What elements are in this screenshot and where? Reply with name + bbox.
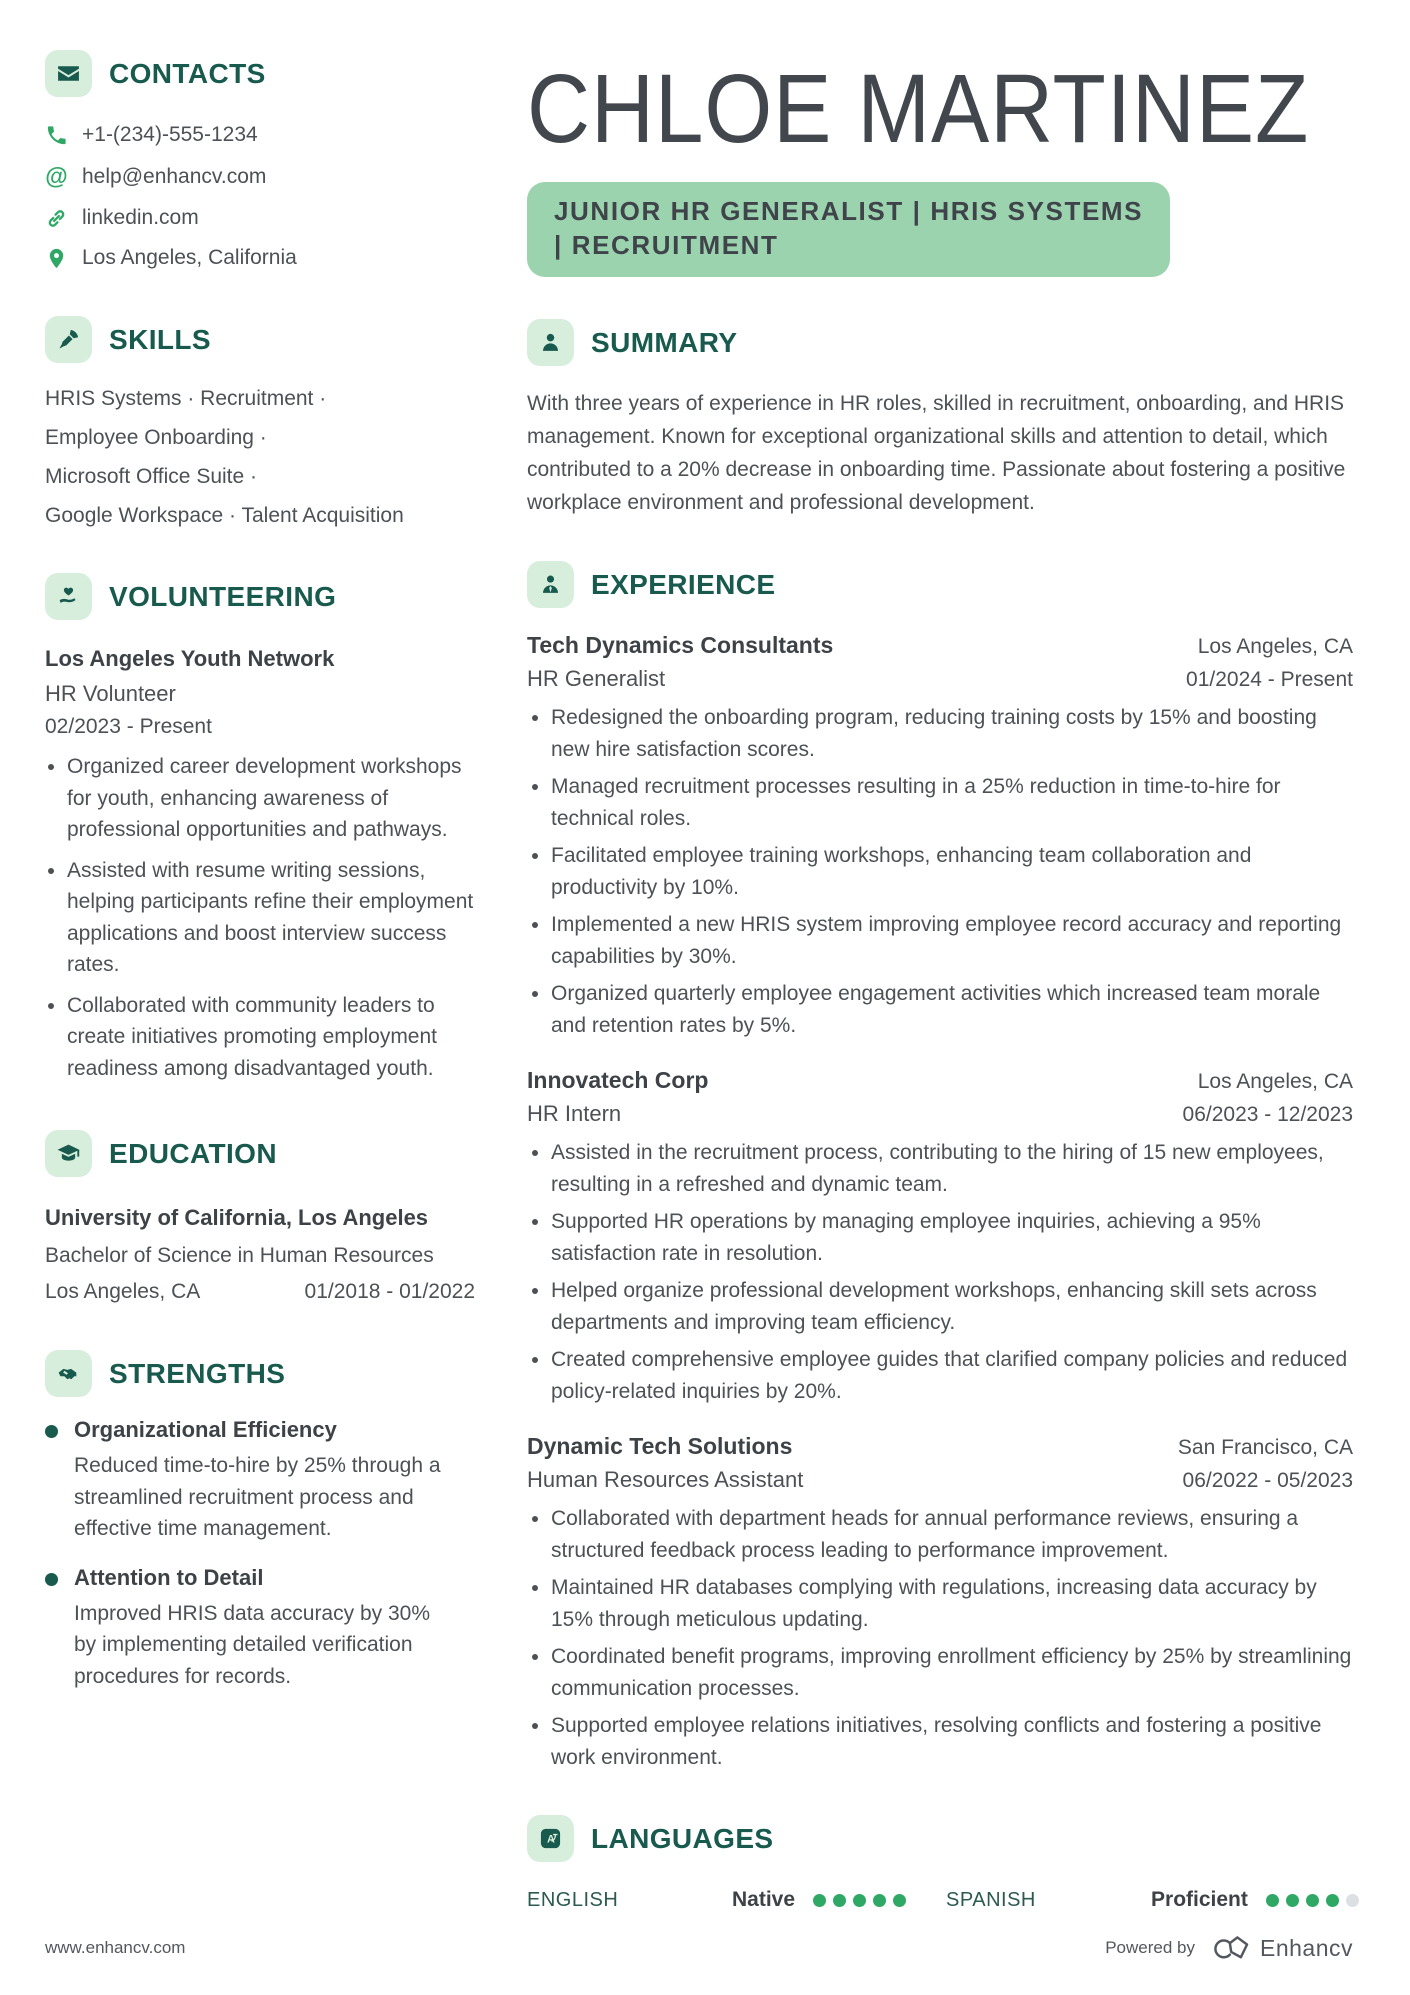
- skills-section: [45, 316, 475, 527]
- strength-description: Reduced time-to-hire by 25% through a streamlined recruitment process and effective time management.: [74, 1454, 441, 1541]
- strength-content: [74, 1565, 449, 1693]
- website-link[interactable]: www.enhancv.com: [45, 1938, 186, 1957]
- job-bullet: • Helped organize professional development workshops, enhancing skill sets across departments and improving team efficiency.: [551, 1275, 1353, 1338]
- job-entry: [527, 632, 1353, 1041]
- experience-list: [527, 632, 1353, 1773]
- language-item: [527, 1888, 906, 1912]
- strength-content: [74, 1417, 449, 1545]
- volunteering-bullet: • Assisted with resume writing sessions, helping participants refine their employment applications and boost interview success rates.: [67, 855, 475, 981]
- enhancv-logo-text: Enhancv: [1259, 1934, 1353, 1961]
- phone-icon: [45, 124, 68, 147]
- job-row: [527, 1433, 1353, 1460]
- page-footer: [45, 1933, 1353, 1963]
- job-bullet: • Redesigned the onboarding program, reducing training costs by 15% and boosting new hire satisfaction scores.: [551, 702, 1353, 765]
- summary-text: With three years of experience in HR roles, skilled in recruitment, onboarding, and HRIS management. Known for exceptional organizational skills and attention to detail, which contributed to a 20% decrease in onboarding time. Passionate about fostering a positive workplace environment and professional development.: [527, 392, 1346, 514]
- contact-phone-text: +1-(234)-555-1234: [82, 123, 258, 146]
- job-bullets: [527, 1137, 1353, 1407]
- job-bullet: • Supported employee relations initiatives, resolving conflicts and fostering a positive work environment.: [551, 1710, 1353, 1773]
- contacts-section: [45, 50, 475, 270]
- bullet-dot-icon: [45, 1425, 58, 1438]
- job-row: [527, 1094, 1353, 1127]
- education-degree: Bachelor of Science in Human Resources: [45, 1244, 434, 1268]
- volunteering-title: VOLUNTEERING: [109, 580, 337, 612]
- strength-name: Attention to Detail: [74, 1564, 264, 1590]
- language-level: Proficient: [1151, 1888, 1248, 1912]
- job-bullets: [527, 1503, 1353, 1773]
- skills-list: [45, 387, 475, 527]
- link-icon: [45, 207, 68, 230]
- education-meta: [45, 1280, 475, 1304]
- education-section: [45, 1130, 475, 1304]
- powered-by: [1105, 1933, 1353, 1963]
- contacts-header: [45, 50, 475, 97]
- volunteering-bullet: • Collaborated with community leaders to create initiatives promoting employment readiness among disadvantaged youth.: [67, 990, 475, 1085]
- contact-linkedin-text: linkedin.com: [82, 206, 199, 229]
- language-dots: [1266, 1894, 1359, 1907]
- language-level: Native: [732, 1888, 796, 1912]
- volunteering-bullets: [45, 751, 475, 1084]
- experience-header: [527, 561, 1353, 608]
- strength-item: [45, 1565, 475, 1693]
- job-dates: 01/2024 - Present: [1186, 668, 1353, 692]
- job-bullet: • Facilitated employee training workshops, enhancing team collaboration and productivity by 10%.: [551, 840, 1353, 903]
- strength-name: Organizational Efficiency: [74, 1417, 337, 1443]
- powered-by-label: Powered by: [1105, 1938, 1195, 1957]
- job-dates: 06/2022 - 05/2023: [1182, 1469, 1353, 1493]
- at-icon: @: [45, 163, 68, 189]
- strengths-title: STRENGTHS: [109, 1357, 286, 1389]
- skills-line: Employee Onboarding ·: [45, 426, 267, 450]
- strengths-list: [45, 1417, 475, 1692]
- enhancv-logo-icon: [1207, 1933, 1251, 1963]
- languages-header: [527, 1815, 1353, 1862]
- envelope-icon: [45, 50, 92, 97]
- skills-line: Google Workspace · Talent Acquisition: [45, 504, 404, 528]
- job-entry: [527, 1067, 1353, 1407]
- job-bullets: [527, 702, 1353, 1041]
- strength-item: [45, 1417, 475, 1545]
- contact-location: [45, 246, 475, 270]
- volunteering-bullet: • Organized career development workshops for youth, enhancing awareness of professional opportunities and pathways.: [67, 751, 475, 846]
- person-icon: [527, 319, 574, 366]
- volunteering-org: Los Angeles Youth Network: [45, 646, 335, 672]
- languages-title: LANGUAGES: [591, 1822, 774, 1854]
- job-company: Dynamic Tech Solutions: [527, 1433, 793, 1460]
- job-bullet: • Maintained HR databases complying with regulations, increasing data accuracy by 15% through meticulous updating.: [551, 1572, 1353, 1635]
- job-bullet: • Managed recruitment processes resulting in a 25% reduction in time-to-hire for technical roles.: [551, 771, 1353, 834]
- education-dates: 01/2018 - 01/2022: [304, 1280, 475, 1304]
- strengths-header: [45, 1350, 475, 1397]
- job-company: Tech Dynamics Consultants: [527, 632, 834, 659]
- education-header: [45, 1130, 475, 1177]
- job-role: Human Resources Assistant: [527, 1467, 804, 1493]
- job-role: HR Generalist: [527, 666, 666, 692]
- skills-line: HRIS Systems · Recruitment ·: [45, 387, 327, 410]
- job-bullet: • Coordinated benefit programs, improving enrollment efficiency by 25% by streamlining communication processes.: [551, 1641, 1353, 1704]
- experience-section: [527, 561, 1353, 1773]
- job-entry: [527, 1433, 1353, 1773]
- candidate-name: CHLOE MARTINEZ: [527, 54, 1310, 163]
- volunteering-dates: 02/2023 - Present: [45, 715, 212, 739]
- summary-header: [527, 319, 1353, 366]
- contact-linkedin[interactable]: [45, 206, 475, 230]
- svg-text:A: A: [546, 1833, 555, 1846]
- volunteering-section: [45, 573, 475, 1084]
- job-title-highlight: [527, 182, 1170, 278]
- job-bullet: • Organized quarterly employee engagement activities which increased team morale and retention rates by 5%.: [551, 978, 1353, 1041]
- job-title-line: JUNIOR HR GENERALIST | HRIS SYSTEMS: [554, 195, 1144, 226]
- languages-section: [527, 1815, 1353, 1912]
- summary-title: SUMMARY: [591, 326, 738, 358]
- job-row: [527, 632, 1353, 659]
- job-title-line: | RECRUITMENT: [554, 229, 779, 260]
- skills-title: SKILLS: [109, 323, 211, 355]
- main-column: [527, 50, 1353, 1912]
- contacts-title: CONTACTS: [109, 57, 266, 89]
- job-row: [527, 1460, 1353, 1493]
- graduation-cap-icon: [45, 1130, 92, 1177]
- skills-header: [45, 316, 475, 363]
- job-row: [527, 659, 1353, 692]
- contact-list: [45, 123, 475, 270]
- skills-line: Microsoft Office Suite ·: [45, 465, 258, 489]
- education-location: Los Angeles, CA: [45, 1280, 201, 1304]
- language-name: SPANISH: [946, 1888, 1036, 1911]
- job-bullet: • Implemented a new HRIS system improving employee record accuracy and reporting capabilities by 30%.: [551, 909, 1353, 972]
- strength-description: Improved HRIS data accuracy by 30% by implementing detailed verification procedures for records.: [74, 1601, 430, 1688]
- languages-list: [527, 1888, 1353, 1912]
- volunteering-header: [45, 573, 475, 620]
- job-role: HR Intern: [527, 1101, 622, 1127]
- experience-title: EXPERIENCE: [591, 568, 776, 600]
- contact-email[interactable]: [45, 163, 475, 190]
- volunteering-role: HR Volunteer: [45, 681, 176, 707]
- job-bullet: • Collaborated with department heads for annual performance reviews, ensuring a structured feedback process leading to performance improvement.: [551, 1503, 1353, 1566]
- person-tie-icon: [527, 561, 574, 608]
- job-row: [527, 1067, 1353, 1094]
- language-item: [946, 1888, 1359, 1912]
- bullet-dot-icon: [45, 1573, 58, 1586]
- contact-location-text: Los Angeles, California: [82, 246, 297, 269]
- job-company: Innovatech Corp: [527, 1067, 709, 1094]
- hand-heart-icon: [45, 573, 92, 620]
- language-name: ENGLISH: [527, 1888, 619, 1911]
- language-dots: [813, 1894, 906, 1907]
- summary-section: [527, 319, 1353, 519]
- job-location: Los Angeles, CA: [1197, 1070, 1353, 1094]
- strengths-section: [45, 1350, 475, 1692]
- contact-email-text: help@enhancv.com: [82, 164, 267, 188]
- sidebar: [45, 50, 475, 1912]
- job-dates: 06/2023 - 12/2023: [1182, 1103, 1353, 1127]
- rocket-icon: [45, 316, 92, 363]
- job-bullet: • Created comprehensive employee guides that clarified company policies and reduced policy-related inquiries by 20%.: [551, 1344, 1353, 1407]
- contact-phone[interactable]: [45, 123, 475, 147]
- job-location: Los Angeles, CA: [1197, 635, 1353, 659]
- job-bullet: • Assisted in the recruitment process, contributing to the hiring of 15 new employees, resulting in a refreshed and dynamic team.: [551, 1137, 1353, 1200]
- translate-icon: [527, 1815, 574, 1862]
- job-bullet: • Supported HR operations by managing employee inquiries, achieving a 95% satisfaction rate in resolution.: [551, 1206, 1353, 1269]
- map-pin-icon: [45, 247, 68, 270]
- handshake-icon: [45, 1350, 92, 1397]
- education-title: EDUCATION: [109, 1137, 277, 1169]
- education-school: University of California, Los Angeles: [45, 1205, 429, 1231]
- job-location: San Francisco, CA: [1177, 1436, 1353, 1460]
- enhancv-logo[interactable]: [1207, 1933, 1353, 1963]
